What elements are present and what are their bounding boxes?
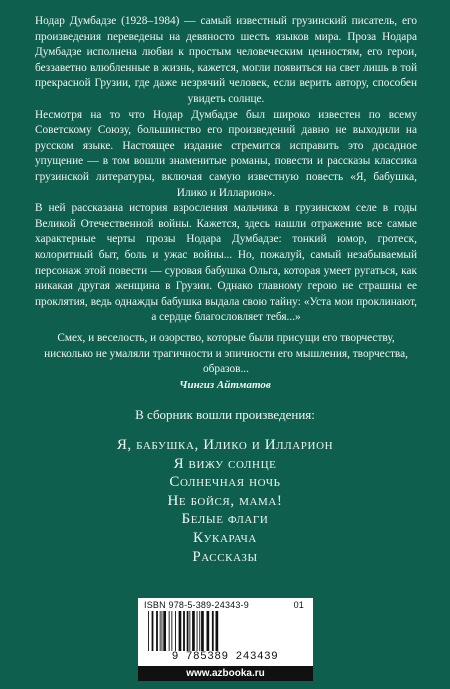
description-paragraph-3: В ней рассказана история взросления мальчика в грузинском селе в годы Великой Отечественной войны. Кажется, здесь нашли отражение все самые характерные черты прозы Нодара Думбадзе: тонкий юмор, гротеск, колоритный быт, боль и ужас войны... Но, пожалуй, самый незабываемый персонаж этой повести — суровая бабушка Ольга, которая умеет ругаться, как никакая другая женщина в Грузии. Однако главному герою не страшны ее проклятия, ведь однажды бабушка выдала свою тайну: «Уста мои проклинают, а сердце благословляет тебя...» — [35, 202, 417, 324]
work-title: Солнечная ночь — [169, 474, 281, 491]
barcode-bar — [156, 611, 158, 651]
barcode-bar — [175, 611, 176, 651]
book-description — [35, 14, 417, 326]
description-paragraph-2: Несмотря на то что Нодар Думбадзе был широко известен по всему Советскому Союзу, большинство его произведений давно не выходили на русском языке. Настоящее издание стремится исправить это досадное упущение — в том вошли знаменитые романы, повести и рассказы классика грузинской литературы, включая самую известную повесть «Я, бабушка, Илико и Илларион». — [35, 108, 417, 199]
work-title: Я, бабушка, Илико и Илларион — [116, 437, 334, 453]
barcode-bar — [212, 611, 214, 651]
collection-intro: В сборник вошли произведения: — [135, 407, 315, 422]
barcode-bar — [197, 611, 198, 651]
barcode-bar — [199, 611, 200, 651]
quote-text: Смех, и веселость, и озорство, которые были присущи его творчеству, нисколько не умаляли трагичности и эпичности его мышления, творчества, образов... — [44, 332, 408, 376]
barcode-bar — [171, 611, 172, 651]
barcode-bar — [148, 611, 149, 651]
barcode-bar — [216, 611, 219, 651]
barcode-bar — [152, 611, 154, 651]
barcode-digits: 9 785389 243439 — [171, 651, 279, 663]
barcode-bars — [146, 611, 304, 651]
work-title: Белые флаги — [181, 511, 269, 528]
barcode-bar — [160, 611, 161, 651]
isbn-addon: 01 — [293, 600, 304, 610]
barcode-bar — [189, 611, 190, 651]
barcode-bar — [192, 611, 195, 651]
barcode-panel — [138, 598, 313, 681]
review-quote — [40, 331, 412, 378]
barcode-bar — [169, 611, 170, 651]
barcode-bar — [183, 611, 185, 651]
barcode-bar — [179, 611, 182, 651]
barcode-bar — [162, 611, 163, 651]
description-paragraph-1: Нодар Думбадзе (1928–1984) — самый известный грузинский писатель, его произведения переведены на девяносто шесть языков мира. Проза Нодара Думбадзе исполнена любви к простым человеческим ценностям, его герои, беззаветно влюбленные в жизнь, кажется, могли появиться на свет лишь в той прекрасной Грузии, где даже незрячий человек, если верить автору, способен увидеть солнце. — [35, 15, 417, 105]
barcode-bar — [163, 611, 166, 651]
publisher-url: www.azbooka.ru — [138, 666, 313, 681]
work-title: Не бойся, мама! — [167, 492, 283, 509]
barcode-bar — [187, 611, 189, 651]
quote-author: Чингиз Айтматов — [179, 379, 271, 391]
work-title: Кукарача — [193, 529, 257, 546]
work-title: Я вижу солнце — [173, 455, 277, 472]
isbn-line — [144, 600, 304, 610]
works-list — [0, 436, 450, 566]
isbn-number: ISBN 978-5-389-24343-9 — [144, 600, 249, 610]
barcode-bar — [207, 611, 210, 651]
work-title: Рассказы — [192, 548, 258, 565]
barcode-bar — [201, 611, 204, 651]
